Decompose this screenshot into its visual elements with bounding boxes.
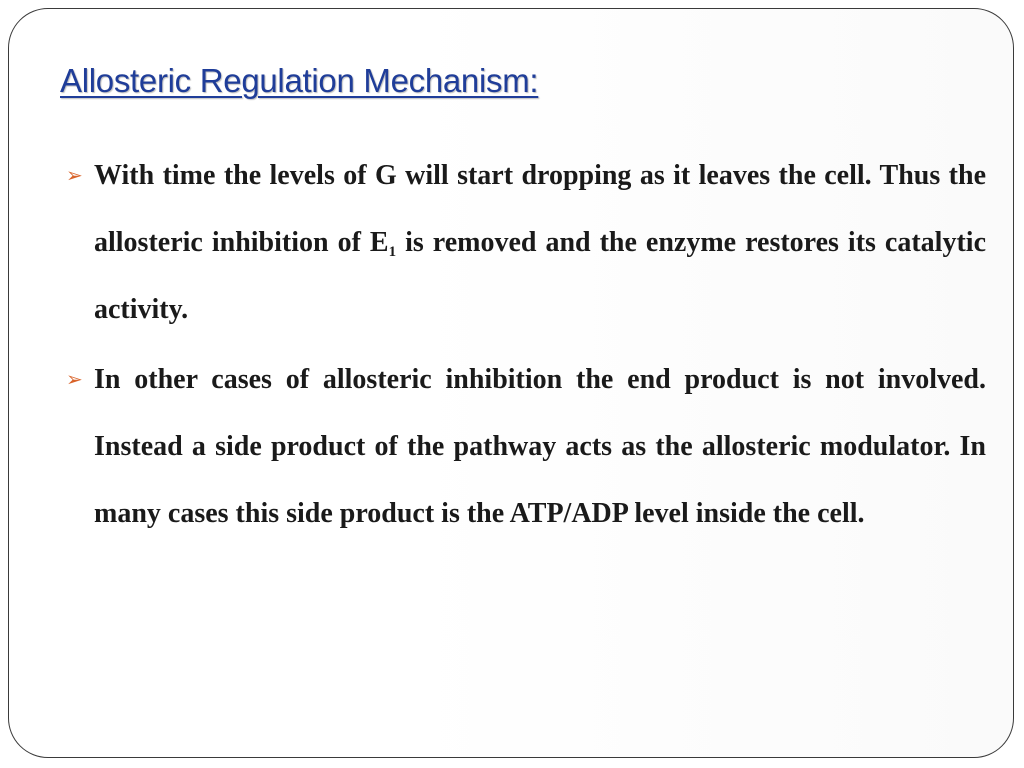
bullet-1-text: With time the levels of G will start dropping as it leaves the cell. Thus the allosteric inhibition of E [94,160,986,258]
subscript-1: 1 [388,244,397,260]
arrow-bullet-icon: ➢ [66,367,83,391]
arrow-bullet-icon: ➢ [66,163,83,187]
bullet-item-2 [66,346,986,547]
slide-title: Allosteric Regulation Mechanism: [60,62,539,99]
bullet-1-text-cont: is removed and the enzyme restores its catalytic activity. [94,227,986,325]
bullet-list [66,142,986,550]
bullet-2-text: In other cases of allosteric inhibition the end product is not involved. Instead a side product of the pathway acts as the allosteric modulator. In many cases this side product is the ATP/ADP level inside the cell. [94,364,986,529]
bullet-item-1 [66,142,986,343]
